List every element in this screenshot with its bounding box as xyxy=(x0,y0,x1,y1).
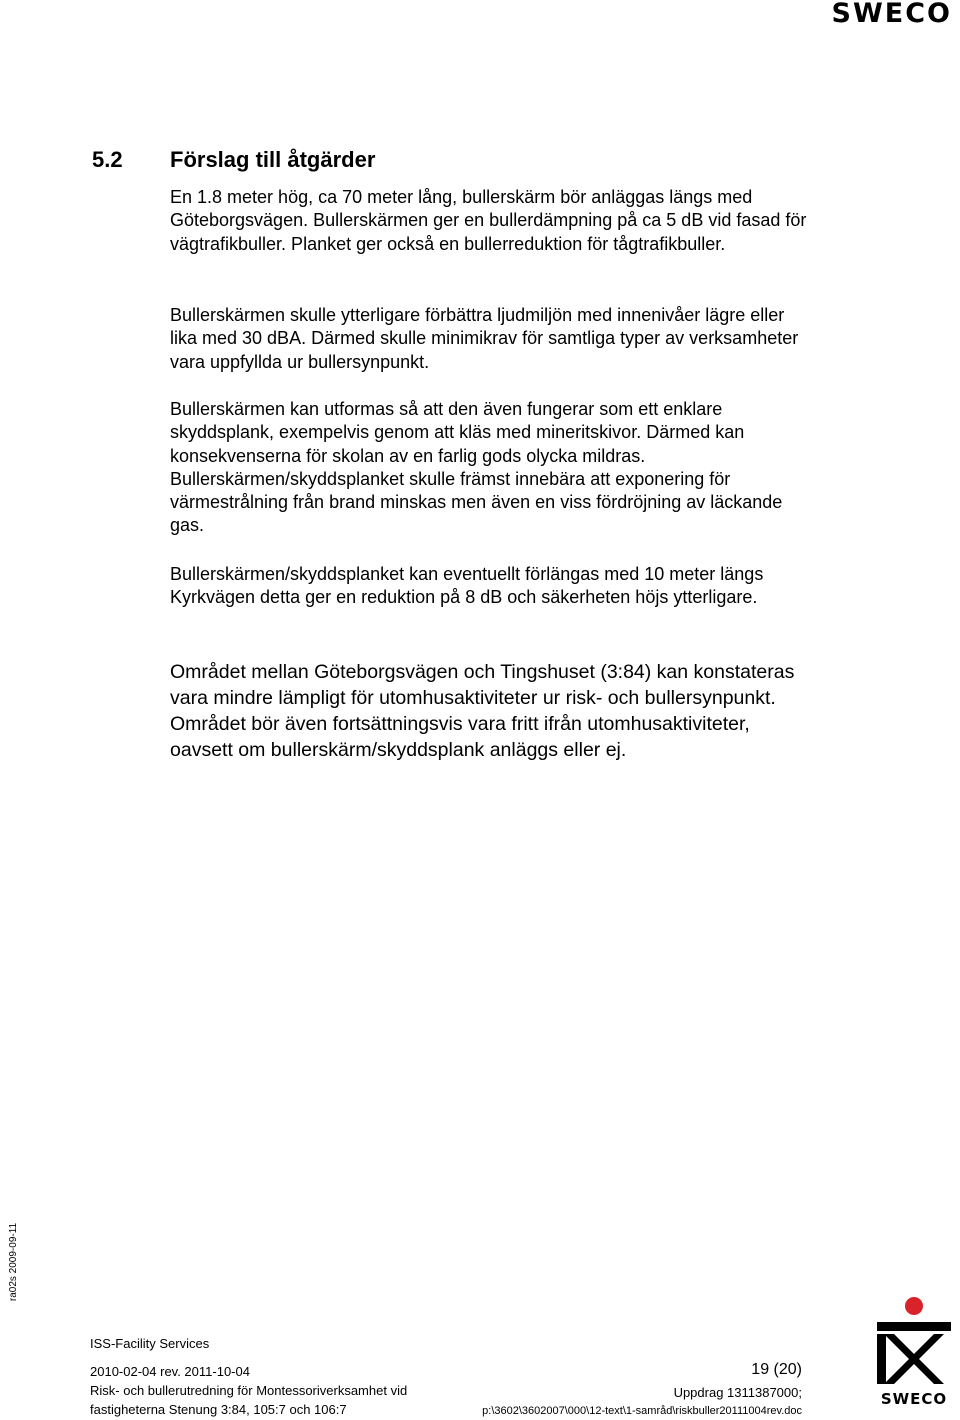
sweco-logo-header: SWECO xyxy=(831,0,952,29)
section-number: 5.2 xyxy=(92,147,123,172)
footer-title-line2: fastigheterna Stenung 3:84, 105:7 och 106:7 xyxy=(90,1402,347,1417)
section-heading xyxy=(92,146,375,174)
file-path: p:\3602\3602007\000\12-text\1-samråd\riskbuller20111004rev.doc xyxy=(482,1405,802,1417)
footer-company: ISS-Facility Services xyxy=(90,1336,210,1351)
paragraph-indoor-levels: Bullerskärmen skulle ytterligare förbättra ljudmiljön med innenivåer lägre eller lika med 30 dBA. Därmed skulle minimikrav för samtliga typer av verksamheter vara uppfyllda ur bullersynpunkt. xyxy=(170,305,799,372)
paragraph-extension: Bullerskärmen/skyddsplanket kan eventuellt förlängas med 10 meter längs Kyrkvägen detta ger en reduktion på 8 dB och säkerheten höjs ytterligare. xyxy=(170,564,764,608)
page-number: 19 (20) xyxy=(751,1361,802,1378)
section-title: Förslag till åtgärder xyxy=(170,147,376,172)
footer-left xyxy=(90,1334,407,1419)
sweco-logo-mark xyxy=(874,1294,954,1408)
paragraph-outdoor-area: Området mellan Göteborgsvägen och Tingshuset (3:84) kan konstateras vara mindre lämpligt för utomhusaktiviteter ur risk- och bullersynpunkt. Området bör även fortsättningsvis vara fritt ifrån utomhusaktiviteter, oavsett om bullerskärm/skyddsplank anläggs eller ej. xyxy=(170,661,795,761)
paragraph-protective-fence: Bullerskärmen kan utformas så att den även fungerar som ett enklare skyddsplank, exempelvis genom att kläs med mineritskivor. Därmed kan konsekvenserna för skolan av en farlig gods olycka mildras. Bullerskärmen/skyddsplanket skulle främst innebära att exponering för värmestrålning från brand minskas men även en viss fördröjning av läckande gas. xyxy=(170,399,783,536)
footer-right xyxy=(482,1360,802,1420)
footer-title-line1: Risk- och bullerutredning för Montessoriverksamhet vid xyxy=(90,1383,408,1398)
assignment-number: Uppdrag 1311387000; xyxy=(673,1385,802,1400)
footer-date: 2010-02-04 rev. 2011-10-04 xyxy=(90,1364,250,1379)
sweco-logo-footer-text: SWECO xyxy=(880,1390,948,1408)
sweco-symbol-icon xyxy=(874,1294,954,1390)
paragraph-noise-barrier: En 1.8 meter hög, ca 70 meter lång, bullerskärm bör anläggas längs med Göteborgsvägen. Bullerskärmen ger en bullerdämpning på ca 5 dB vid fasad för vägtrafikbuller. Planket ger också en bullerreduktion för tågtrafikbuller. xyxy=(170,187,807,254)
side-stamp: ra02s 2009-09-11 xyxy=(8,1222,19,1302)
